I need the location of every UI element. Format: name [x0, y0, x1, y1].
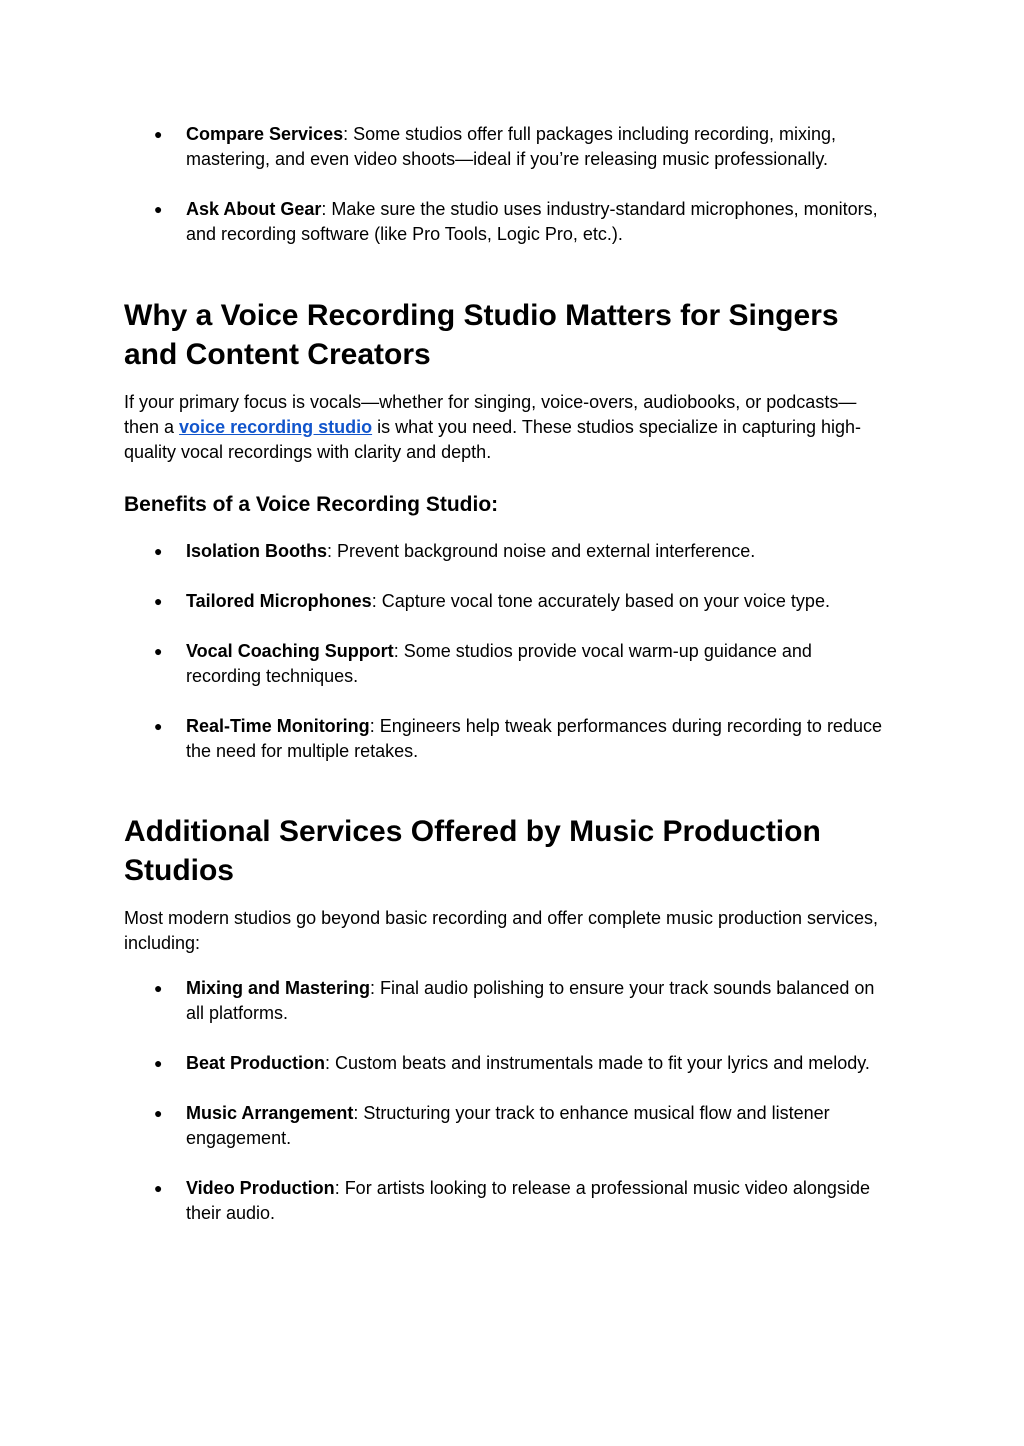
list-item-term: Video Production — [186, 1178, 335, 1198]
bullet-icon: ● — [154, 1105, 163, 1121]
bullet-icon: ● — [154, 1180, 163, 1196]
list-item-text: : Prevent background noise and external interference. — [327, 541, 756, 561]
list-item-text: : Final audio polishing to ensure your track sounds balanced on all platforms. — [186, 978, 875, 1023]
intro-text-after-link: is what you need. These studios specialize in capturing high-quality vocal recordings with clarity and depth. — [124, 417, 862, 462]
list-item — [124, 589, 884, 614]
list-item — [124, 122, 884, 172]
list-item — [124, 639, 884, 689]
list-item-text: : Make sure the studio uses industry-standard microphones, monitors, and recording software (like Pro Tools, Logic Pro, etc.). — [186, 199, 878, 244]
bullet-icon: ● — [154, 1055, 163, 1071]
list-item-text: : Some studios offer full packages including recording, mixing, mastering, and even video shoots—ideal if you’re releasing music professionally. — [186, 124, 837, 169]
bullet-icon: ● — [154, 643, 163, 659]
services-bullet-list — [124, 976, 884, 1226]
list-item — [124, 714, 884, 764]
list-item-text: : Capture vocal tone accurately based on your voice type. — [371, 591, 830, 611]
bullet-icon: ● — [154, 718, 163, 734]
list-item-term: Music Arrangement — [186, 1103, 354, 1123]
bullet-icon: ● — [154, 201, 163, 217]
bullet-icon: ● — [154, 126, 163, 142]
services-section-heading: Additional Services Offered by Music Production Studios — [124, 815, 821, 887]
list-item-text: : For artists looking to release a professional music video alongside their audio. — [186, 1178, 870, 1223]
intro-text-before-link: If your primary focus is vocals—whether for singing, voice-overs, audiobooks, or podcasts—then a — [124, 392, 857, 437]
list-item-text: : Structuring your track to enhance musical flow and listener engagement. — [186, 1103, 830, 1148]
list-item-term: Isolation Booths — [186, 541, 327, 561]
list-item — [124, 1101, 884, 1151]
list-item-term: Beat Production — [186, 1053, 326, 1073]
list-item — [124, 976, 884, 1026]
list-item-term: Real-Time Monitoring — [186, 716, 370, 736]
list-item-term: Tailored Microphones — [186, 591, 372, 611]
list-item — [124, 1051, 884, 1076]
list-item-term: Ask About Gear — [186, 199, 322, 219]
services-section-intro: Most modern studios go beyond basic recording and offer complete music production services, including: — [124, 908, 879, 953]
list-item — [124, 1176, 884, 1226]
bullet-icon: ● — [154, 593, 163, 609]
list-item — [124, 539, 884, 564]
list-item — [124, 197, 884, 247]
list-item-text: : Some studios provide vocal warm-up guidance and recording techniques. — [186, 641, 812, 686]
voice-recording-studio-link[interactable]: voice recording studio — [179, 417, 373, 437]
benefits-subheading: Benefits of a Voice Recording Studio: — [124, 493, 499, 516]
benefits-bullet-list — [124, 539, 884, 764]
list-item-term: Mixing and Mastering — [186, 978, 371, 998]
bullet-icon: ● — [154, 543, 163, 559]
voice-section-intro — [124, 390, 884, 465]
top-bullet-list — [124, 122, 884, 247]
bullet-icon: ● — [154, 980, 163, 996]
list-item-text: : Custom beats and instrumentals made to fit your lyrics and melody. — [325, 1053, 870, 1073]
list-item-text: : Engineers help tweak performances during recording to reduce the need for multiple retakes. — [186, 716, 882, 761]
list-item-term: Vocal Coaching Support — [186, 641, 394, 661]
list-item-term: Compare Services — [186, 124, 344, 144]
voice-section-heading: Why a Voice Recording Studio Matters for Singers and Content Creators — [124, 299, 839, 371]
